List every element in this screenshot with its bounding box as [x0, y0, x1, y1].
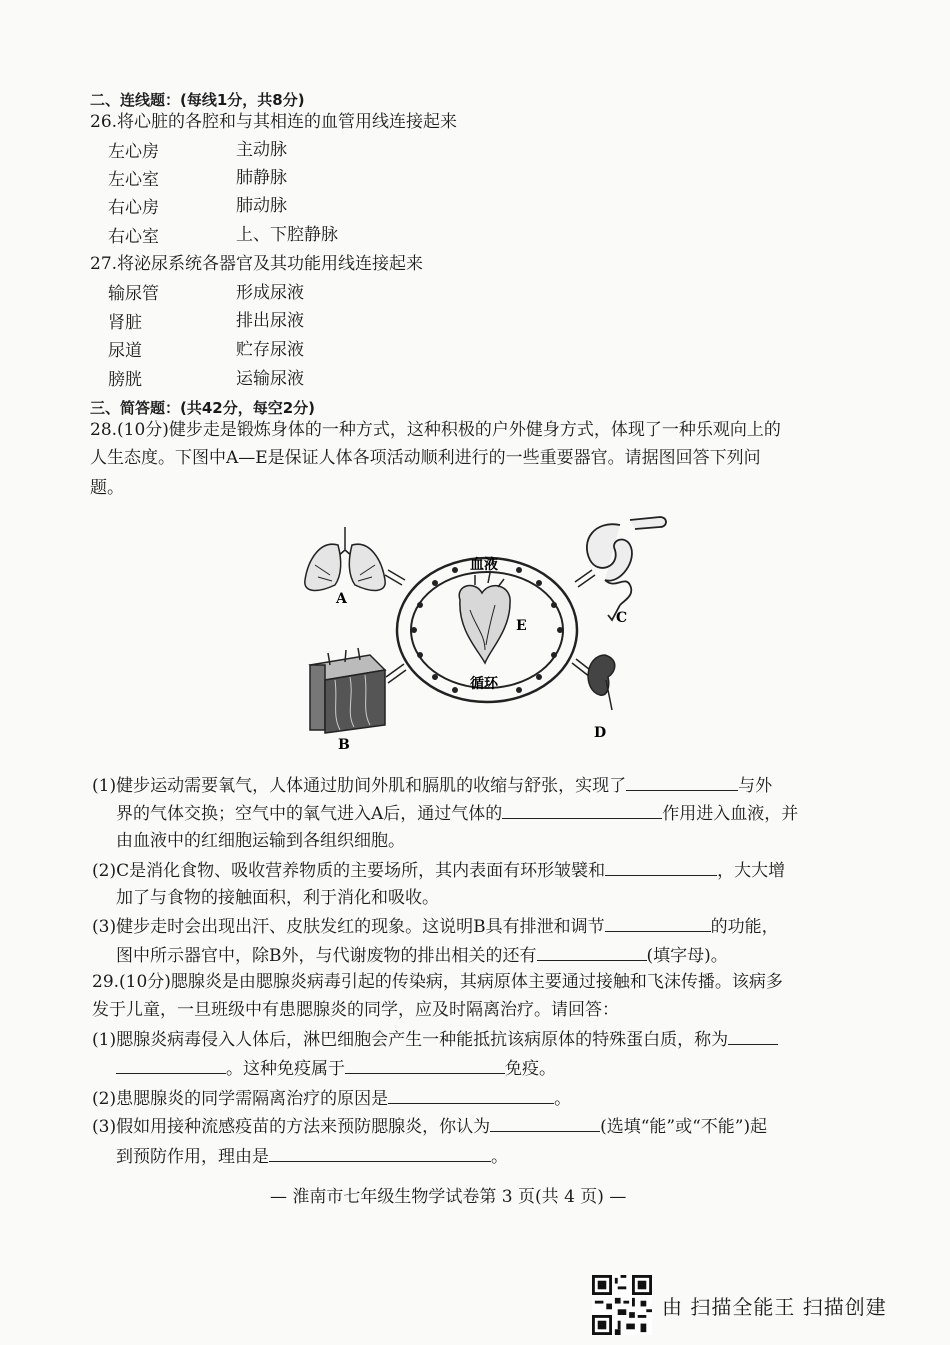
scanner-watermark: [592, 1275, 887, 1335]
heart-icon: [459, 573, 510, 663]
q27-right-2: 排出尿液: [236, 311, 304, 331]
q28-p1-text-c: 界的气体交换；空气中的氧气进入A后，通过气体的: [116, 804, 503, 824]
q29-p2-text-a: (2)患腮腺炎的同学需隔离治疗的原因是: [92, 1089, 389, 1109]
q28-p1-line2: [116, 800, 798, 826]
q28-p3-line1: [92, 913, 779, 939]
q28-p1-text-b: 与外: [738, 776, 773, 796]
answer-blank-3[interactable]: [605, 857, 717, 876]
q29-p3-text-b: (选填“能”或“不能”)起: [600, 1117, 768, 1137]
q28-p1-text-a: (1)健步运动需要氧气，人体通过肋间外肌和膈肌的收缩与舒张，实现了: [92, 776, 627, 796]
q29-p2-line: [92, 1085, 571, 1111]
section2-heading: 二、连线题：(每线1分，共8分): [90, 91, 305, 109]
q29-p3-text-c: 到预防作用，理由是: [116, 1147, 269, 1167]
q29-p1-line2: [116, 1055, 556, 1081]
label-c: C: [616, 610, 628, 626]
q28-p1-line1: [92, 772, 772, 798]
q29-p3-text-a: (3)假如用接种流感疫苗的方法来预防腮腺炎，你认为: [92, 1117, 491, 1137]
q29-p1-text-a: (1)腮腺炎病毒侵入人体后，淋巴细胞会产生一种能抵抗该病原体的特殊蛋白质，称为: [92, 1030, 729, 1050]
answer-blank-4[interactable]: [605, 913, 711, 932]
q28-stem-line3: 题。: [90, 478, 124, 498]
q28-p3-text-c: 图中所示器官中，除B外，与代谢废物的排出相关的还有: [116, 946, 537, 966]
q27-right-1: 形成尿液: [236, 283, 304, 303]
q28-p2-line1: [92, 857, 785, 883]
answer-blank-7[interactable]: [345, 1055, 505, 1074]
q26-left-1: 左心房: [108, 142, 159, 162]
q26-right-1: 主动脉: [236, 140, 287, 160]
kidney-icon: [588, 655, 615, 710]
watermark-text: 由 扫描全能王 扫描创建: [662, 1294, 887, 1319]
q28-p3-line2: [116, 942, 728, 968]
q28-p1-line3: 由血液中的红细胞运输到各组织细胞。: [116, 831, 405, 851]
answer-blank-10[interactable]: [269, 1143, 491, 1162]
answer-blank-6b[interactable]: [116, 1055, 226, 1074]
label-d: D: [594, 725, 607, 741]
q28-p2-line2: 加了与食物的接触面积，利于消化和吸收。: [116, 888, 439, 908]
label-b: B: [338, 737, 350, 753]
q29-p1-line1: [92, 1026, 778, 1052]
q26-left-3: 右心房: [108, 198, 159, 218]
q29-stem-line1: 29.(10分)腮腺炎是由腮腺炎病毒引起的传染病，其病原体主要通过接触和飞沫传播。该病多: [92, 972, 783, 992]
q27-left-1: 输尿管: [108, 284, 159, 304]
q27-left-3: 尿道: [108, 341, 142, 361]
q28-stem-line2: 人生态度。下图中A—E是保证人体各项活动顺利进行的一些重要器官。请据图回答下列问: [90, 448, 761, 468]
q29-p3-line2: [116, 1143, 508, 1169]
q27-left-4: 膀胱: [108, 370, 142, 390]
label-e: E: [516, 618, 527, 634]
q29-p1-text-c: 免疫。: [505, 1059, 556, 1079]
q26-right-2: 肺静脉: [236, 168, 287, 188]
q26-stem: 26.将心脏的各腔和与其相连的血管用线连接起来: [90, 112, 458, 132]
q26-right-3: 肺动脉: [236, 196, 287, 216]
q27-right-4: 运输尿液: [236, 369, 304, 389]
q28-p3-text-b: 的功能，: [710, 917, 779, 937]
q27-right-3: 贮存尿液: [236, 340, 304, 360]
q29-p1-text-b: 。这种免疫属于: [226, 1059, 345, 1079]
ring-top-label: 血液: [470, 557, 498, 573]
answer-blank-6a[interactable]: [728, 1026, 778, 1045]
q28-p3-text-d: (填字母)。: [646, 946, 728, 966]
q28-p2-text-a: (2)C是消化食物、吸收营养物质的主要场所，其内表面有环形皱襞和: [92, 861, 606, 881]
q29-p2-text-b: 。: [554, 1089, 572, 1109]
label-a: A: [336, 591, 347, 607]
q28-p1-text-d: 作用进入血液，并: [662, 804, 799, 824]
q29-stem-line2: 发于儿童，一旦班级中有患腮腺炎的同学，应及时隔离治疗。请回答：: [92, 1000, 619, 1020]
q28-stem-line1: 28.(10分)健步走是锻炼身体的一种方式，这种积极的户外健身方式，体现了一种乐观向上的: [90, 420, 781, 440]
q29-p3-line1: [92, 1113, 767, 1139]
section3-heading: 三、简答题：(共42分，每空2分): [90, 399, 316, 417]
answer-blank-8[interactable]: [388, 1085, 554, 1104]
q28-p2-text-b: ，大大增: [717, 861, 786, 881]
q26-left-2: 左心室: [108, 170, 159, 190]
page-footer: — 淮南市七年级生物学试卷第 3 页(共 4 页) —: [270, 1187, 627, 1207]
skin-icon: [310, 648, 385, 733]
ring-bottom-label: 循环: [470, 676, 498, 692]
answer-blank-2[interactable]: [502, 800, 662, 819]
organ-circulation-figure: [290, 505, 690, 760]
q26-right-4: 上、下腔静脉: [236, 225, 338, 245]
answer-blank-5[interactable]: [537, 942, 647, 961]
q27-left-2: 肾脏: [108, 313, 142, 333]
q27-stem: 27.将泌尿系统各器官及其功能用线连接起来: [90, 254, 424, 274]
q26-left-4: 右心室: [108, 227, 159, 247]
lungs-icon: [305, 527, 385, 590]
answer-blank-1[interactable]: [626, 772, 738, 791]
q28-p3-text-a: (3)健步走时会出现出汗、皮肤发红的现象。这说明B具有排泄和调节: [92, 917, 605, 937]
qr-code-icon: [592, 1275, 652, 1335]
q29-p3-text-d: 。: [491, 1147, 508, 1167]
answer-blank-9[interactable]: [490, 1113, 600, 1132]
figure-drawing: [290, 505, 690, 760]
small-intestine-icon: [587, 517, 666, 620]
